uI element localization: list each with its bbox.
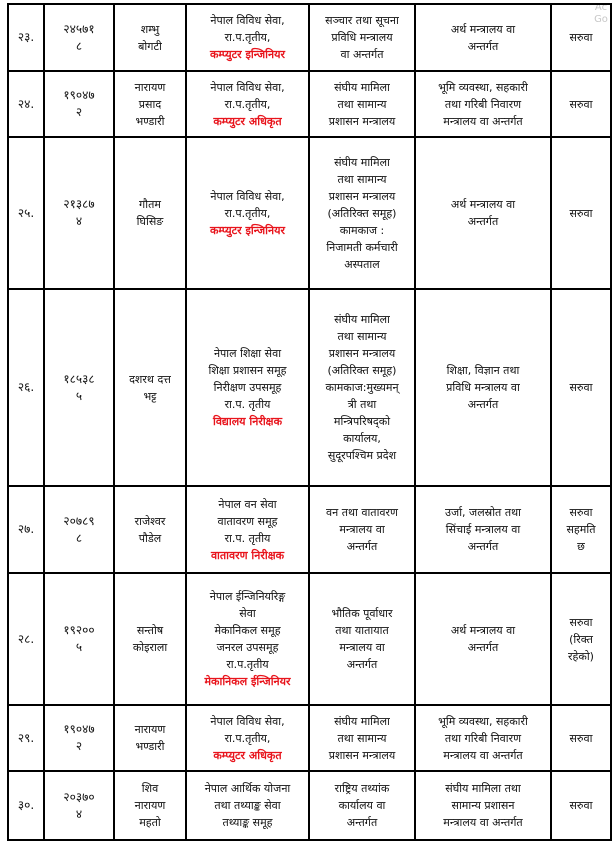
service-line: नेपाल ईन्जिनियरिङ्ग — [209, 590, 286, 603]
serial-number: २६. — [17, 380, 35, 394]
service-line: रा.प. तृतीय — [224, 531, 271, 545]
current-office-line: सञ्चार तथा सूचना — [325, 14, 399, 27]
employee-code-line: २०७८९ — [63, 513, 95, 528]
current-office-line: प्रशासन मन्त्रालय — [328, 347, 396, 360]
current-office-line: प्रशासन मन्त्रालय — [328, 114, 396, 128]
current-office-line: कार्यालय वा — [338, 799, 386, 812]
service-post-cell — [186, 71, 309, 137]
current-office-line: कार्यालय, — [343, 432, 381, 445]
current-office-cell — [309, 4, 415, 71]
service-line: जनरल उपसमूह — [216, 641, 279, 654]
serial-number-cell — [8, 705, 44, 771]
remark-line: (रिक्त — [569, 632, 593, 646]
employee-name-cell — [114, 486, 186, 573]
employee-code-line: २ — [75, 105, 83, 119]
target-ministry-line: प्रविधि मन्त्रालय वा — [446, 381, 520, 394]
serial-number-cell — [8, 771, 44, 840]
employee-code-cell — [44, 705, 114, 771]
serial-number: ३०. — [17, 798, 35, 812]
service-line: रा.प.तृतीय, — [224, 31, 271, 44]
target-ministry-line: तथा गरिबी निवारण — [444, 97, 522, 111]
employee-name-cell — [114, 289, 186, 486]
employee-code-line: ५ — [75, 388, 83, 403]
employee-name-line: शम्भु — [140, 22, 160, 36]
service-line: शिक्षा प्रशासन समूह — [208, 364, 287, 377]
service-line: नेपाल विविध सेवा, — [210, 80, 285, 94]
remark-line: सरुवा — [569, 97, 593, 111]
current-office-line: राष्ट्रिय तथ्यांक — [334, 782, 390, 795]
employee-name-line: राजेश्वर — [134, 514, 166, 528]
current-office-line: मन्त्रिपरिषद्को — [333, 415, 391, 428]
current-office-line: (अतिरिक्त समूह) — [327, 364, 397, 377]
table-row — [8, 705, 611, 771]
post-title: वातावरण निरीक्षक — [210, 548, 285, 562]
current-office-cell — [309, 573, 415, 705]
service-post-cell — [186, 771, 309, 840]
target-ministry-line: उर्जा, जलस्रोत तथा — [445, 506, 521, 519]
remark-cell — [551, 4, 611, 71]
target-ministry-line: अन्तर्गत — [467, 398, 499, 411]
target-ministry-cell — [415, 289, 551, 486]
remark-line: सरुवा — [569, 506, 593, 519]
employee-name-line: बोगटी — [138, 39, 162, 53]
target-ministry-line: मन्त्रालय वा अन्तर्गत — [443, 114, 523, 128]
remark-cell — [551, 705, 611, 771]
remark-line: सहमति — [566, 523, 596, 536]
service-line: मेकानिकल समूह — [214, 624, 281, 637]
current-office-line: संघीय मामिला — [334, 313, 390, 326]
current-office-cell — [309, 289, 415, 486]
current-office-line: अन्तर्गत — [346, 540, 378, 553]
current-office-line: वन तथा वातावरण — [325, 506, 398, 519]
employee-name-line: महतो — [139, 816, 161, 829]
target-ministry-line: भूमि व्यवस्था, सहकारी — [438, 80, 528, 94]
employee-code-line: १८५३८ — [63, 371, 95, 386]
serial-number: २७. — [17, 522, 35, 536]
target-ministry-line: तथा गरिबी निवारण — [444, 731, 522, 745]
remark-cell — [551, 771, 611, 840]
current-office-line: अन्तर्गत — [346, 658, 378, 671]
employee-code-line: १९०४७ — [63, 722, 95, 736]
target-ministry-line: सामान्य प्रशासन — [451, 799, 515, 812]
employee-name-line: दशरथ दत्त — [129, 372, 171, 386]
employee-name-line: घिसिङ — [136, 215, 164, 228]
service-post-cell — [186, 486, 309, 573]
employee-name-cell — [114, 137, 186, 289]
target-ministry-line: सिंचाई मन्त्रालय वा — [445, 523, 521, 536]
employee-code-cell — [44, 289, 114, 486]
current-office-line: तथा सामान्य — [337, 172, 387, 186]
table-row — [8, 137, 611, 289]
post-title: कम्प्युटर इन्जिनियर — [209, 223, 286, 237]
employee-code-cell — [44, 71, 114, 137]
target-ministry-line: संघीय मामिला तथा — [445, 782, 521, 795]
post-title: कम्प्युटर अधिकृत — [213, 114, 282, 128]
serial-number: २३. — [17, 30, 35, 44]
target-ministry-cell — [415, 71, 551, 137]
employee-code-line: १९२०० — [63, 623, 95, 637]
employee-code-line: २१३८७ — [63, 197, 95, 211]
employee-code-line: ४ — [75, 214, 83, 228]
current-office-line: मन्त्रालय वा — [339, 523, 385, 536]
current-office-line: कामकाज : — [339, 223, 385, 237]
current-office-line: तथा यातायात — [335, 624, 389, 637]
remark-line: छ — [577, 540, 585, 553]
serial-number: २४. — [17, 96, 35, 111]
service-line: नेपाल विविध सेवा, — [210, 714, 285, 728]
current-office-line: तथा सामान्य — [337, 97, 387, 111]
service-post-cell — [186, 705, 309, 771]
service-line: रा.प.तृतीय, — [224, 731, 271, 745]
remark-line: रहेको) — [568, 649, 594, 663]
employee-code-cell — [44, 486, 114, 573]
employee-name-cell — [114, 4, 186, 71]
employee-name-line: भण्डारी — [135, 740, 165, 753]
target-ministry-line: अन्तर्गत — [467, 641, 499, 654]
employee-code-line: ४ — [75, 806, 83, 821]
serial-number-cell — [8, 137, 44, 289]
service-post-cell — [186, 137, 309, 289]
service-line: रा.प.तृतीय — [226, 658, 269, 671]
employee-name-line: नारायण — [134, 80, 166, 94]
remark-line: सरुवा — [569, 381, 593, 394]
employee-name-line: कोइराला — [132, 641, 168, 654]
serial-number-cell — [8, 4, 44, 71]
remark-line: सरुवा — [569, 731, 593, 745]
current-office-cell — [309, 71, 415, 137]
service-post-cell — [186, 289, 309, 486]
employee-code-cell — [44, 4, 114, 71]
current-office-line: अस्पताल — [344, 257, 380, 271]
remark-cell — [551, 486, 611, 573]
table-row — [8, 71, 611, 137]
remark-cell — [551, 573, 611, 705]
employee-name-line: गौतम — [139, 198, 161, 211]
post-title: मेकानिकल ईन्जिनियर — [204, 675, 291, 688]
current-office-line: सुदूरपश्चिम प्रदेश — [327, 449, 397, 462]
employee-name-line: शिव — [141, 782, 159, 795]
employee-name-cell — [114, 573, 186, 705]
current-office-cell — [309, 486, 415, 573]
employee-code-line: २ — [75, 739, 83, 753]
table-body — [8, 4, 611, 840]
remark-cell — [551, 71, 611, 137]
employee-code-cell — [44, 137, 114, 289]
service-line: तथा तथ्याङ्क सेवा — [214, 799, 281, 812]
target-ministry-cell — [415, 771, 551, 840]
service-line: रा.प. तृतीय — [224, 398, 271, 411]
target-ministry-line: अर्थ मन्त्रालय वा — [450, 22, 516, 36]
target-ministry-line: मन्त्रालय वा अन्तर्गत — [443, 816, 523, 829]
employee-name-line: भट्ट — [143, 389, 157, 403]
current-office-line: कामकाज:मुख्यमन् — [325, 381, 399, 394]
service-line: रा.प.तृतीय, — [224, 97, 271, 111]
employee-code-cell — [44, 573, 114, 705]
target-ministry-cell — [415, 137, 551, 289]
employee-code-line: ५ — [75, 640, 83, 654]
remark-line: सरुवा — [569, 799, 593, 812]
remark-line: सरुवा — [569, 206, 593, 220]
target-ministry-line: भूमि व्यवस्था, सहकारी — [438, 714, 528, 728]
serial-number: २८. — [17, 631, 35, 646]
current-office-cell — [309, 771, 415, 840]
current-office-line: त्री तथा — [347, 398, 377, 411]
target-ministry-line: अन्तर्गत — [467, 540, 499, 553]
remark-line: सरुवा — [569, 31, 593, 44]
employee-code-cell — [44, 771, 114, 840]
target-ministry-cell — [415, 573, 551, 705]
target-ministry-line: अर्थ मन्त्रालय वा — [450, 624, 516, 637]
current-office-line: अन्तर्गत — [346, 816, 378, 829]
target-ministry-line: अर्थ मन्त्रालय वा — [450, 198, 516, 211]
remark-cell — [551, 289, 611, 486]
current-office-line: वा अन्तर्गत — [340, 48, 384, 61]
table-row — [8, 4, 611, 71]
current-office-line: प्रविधि मन्त्रालय — [331, 31, 393, 44]
service-line: नेपाल आर्थिक योजना — [204, 782, 291, 795]
target-ministry-cell — [415, 705, 551, 771]
service-line: वातावरण समूह — [217, 514, 278, 528]
service-line: नेपाल विविध सेवा, — [210, 14, 285, 27]
employee-name-line: सन्तोष — [136, 624, 164, 637]
service-post-cell — [186, 4, 309, 71]
current-office-line: भौतिक पूर्वाधार — [331, 607, 393, 620]
current-office-cell — [309, 705, 415, 771]
service-line: सेवा — [239, 607, 256, 620]
employee-name-line: पौडेल — [138, 531, 162, 545]
watermark: Ac Go — [594, 2, 608, 25]
remark-line: सरुवा — [569, 615, 593, 629]
current-office-line: (अतिरिक्त समूह) — [327, 206, 397, 220]
post-title: कम्प्युटर इन्जिनियर — [209, 48, 286, 61]
employee-code-line: १९०४७ — [63, 88, 95, 102]
employee-code-line: ८ — [75, 38, 83, 53]
current-office-line: तथा सामान्य — [337, 731, 387, 745]
serial-number: २५. — [17, 205, 35, 220]
employee-code-line: २४५७१ — [63, 21, 95, 36]
employee-name-line: भण्डारी — [135, 114, 165, 128]
post-title: कम्प्युटर अधिकृत — [213, 748, 282, 762]
service-post-cell — [186, 573, 309, 705]
employee-name-cell — [114, 771, 186, 840]
table-row — [8, 289, 611, 486]
service-line: तथ्याङ्क समूह — [222, 816, 273, 829]
service-line: निरीक्षण उपसमूह — [213, 381, 282, 394]
current-office-line: निजामती कर्मचारी — [326, 240, 398, 254]
transfer-table — [7, 3, 612, 841]
target-ministry-line: अन्तर्गत — [467, 215, 499, 228]
target-ministry-cell — [415, 486, 551, 573]
employee-code-line: ८ — [75, 530, 83, 545]
service-line: रा.प.तृतीय, — [224, 206, 271, 220]
serial-number: २९. — [17, 730, 35, 745]
target-ministry-line: शिक्षा, विज्ञान तथा — [446, 364, 520, 377]
post-title: विद्यालय निरीक्षक — [212, 415, 283, 428]
target-ministry-line: अन्तर्गत — [467, 39, 499, 53]
serial-number-cell — [8, 289, 44, 486]
current-office-line: संघीय मामिला — [334, 155, 390, 169]
current-office-line: प्रशासन मन्त्रालय — [328, 189, 396, 203]
current-office-line: संघीय मामिला — [334, 714, 390, 728]
service-line: नेपाल वन सेवा — [218, 497, 277, 511]
serial-number-cell — [8, 573, 44, 705]
serial-number-cell — [8, 71, 44, 137]
employee-name-line: नारायण — [134, 723, 166, 736]
employee-name-cell — [114, 705, 186, 771]
table-row — [8, 486, 611, 573]
serial-number-cell — [8, 486, 44, 573]
employee-name-line: नारायण — [134, 799, 166, 812]
remark-cell — [551, 137, 611, 289]
current-office-cell — [309, 137, 415, 289]
employee-name-line: प्रसाद — [138, 97, 162, 111]
employee-code-line: २०३७० — [63, 789, 95, 804]
employee-name-cell — [114, 71, 186, 137]
service-line: नेपाल शिक्षा सेवा — [213, 347, 282, 360]
current-office-line: तथा सामान्य — [337, 330, 387, 343]
target-ministry-line: मन्त्रालय वा अन्तर्गत — [443, 748, 523, 762]
table-row — [8, 771, 611, 840]
current-office-line: प्रशासन मन्त्रालय — [328, 748, 396, 762]
table-row — [8, 573, 611, 705]
current-office-line: संघीय मामिला — [334, 80, 390, 94]
current-office-line: मन्त्रालय वा — [339, 641, 385, 654]
service-line: नेपाल विविध सेवा, — [210, 189, 285, 203]
target-ministry-cell — [415, 4, 551, 71]
